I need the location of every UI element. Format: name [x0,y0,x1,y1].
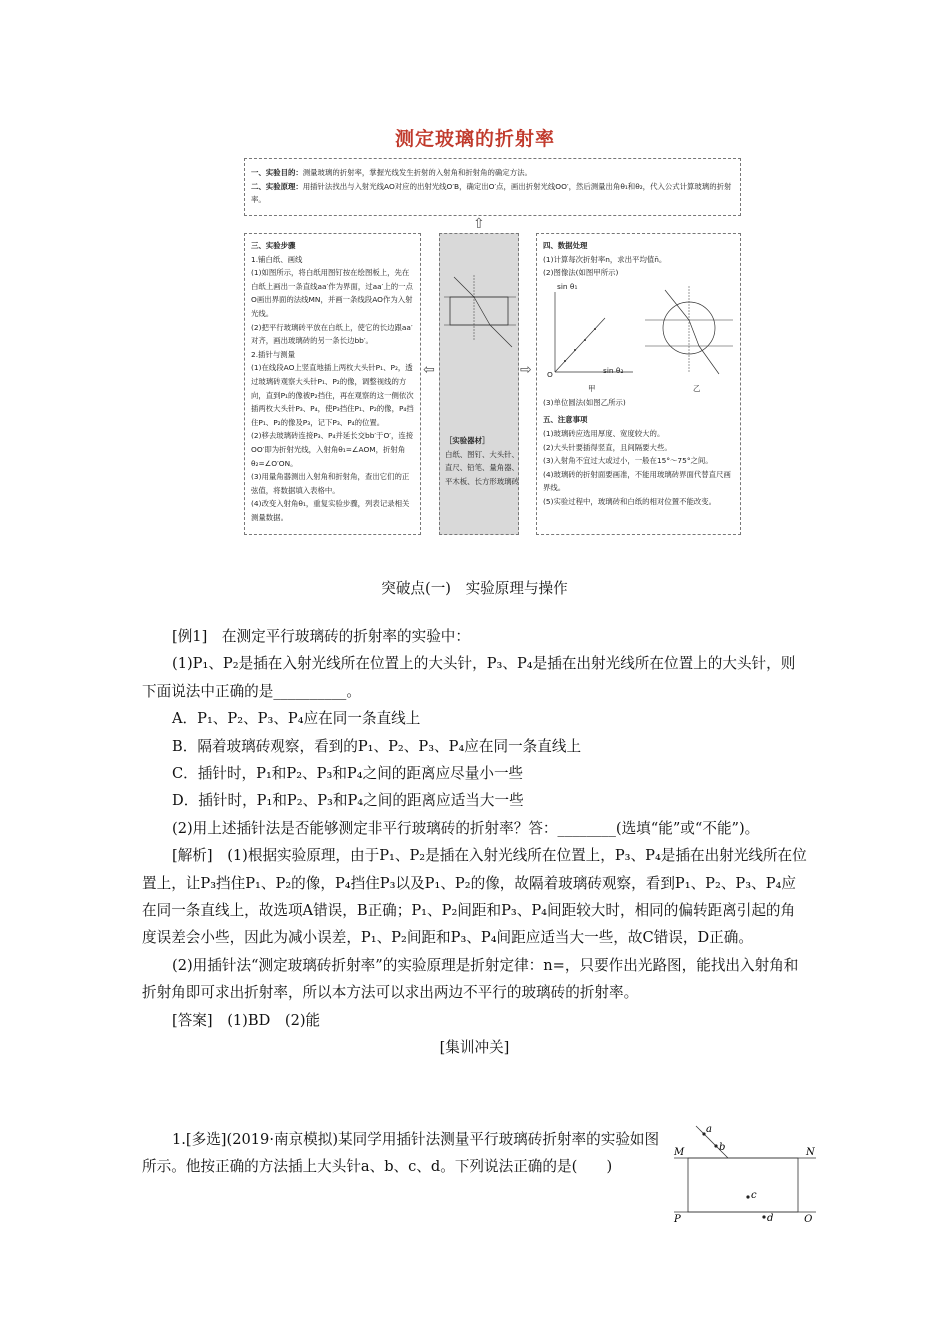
objective-label: 一、实验目的： [251,168,303,177]
page-title: 测定玻璃的折射率 [394,128,555,150]
option-d: D．插针时，P₁和P₂、P₃和P₄之间的距离应适当大一些 [172,792,524,810]
note-2: (2)大头针要插得竖直，且间隔要大些。 [543,442,672,452]
principle-text: 用插针法找出与入射光线AO对应的出射光线O′B，确定出O′点，画出折射光线OO′，然后测量出角θ₁和θ₂，代入公式计算玻璃的折射率。 [251,181,732,205]
label-p: P [674,1214,681,1222]
option-b: B．隔着玻璃砖观察，看到的P₁、P₂、P₃、P₄应在同一条直线上 [172,737,582,755]
note-4: (4)玻璃砖的折射面要画准，不能用玻璃砖界面代替直尺画界线。 [543,469,731,493]
axis-y-label: sin θ₁ [557,281,578,291]
step-2c: (3)用量角器测出入射角和折射角，查出它们的正弦值，将数据填入表格中。 [251,472,410,495]
example-intro: 在测定平行玻璃砖的折射率的实验中： [221,628,470,645]
note-3: (3)入射角不宜过大或过小，一般在15°～75°之间。 [543,456,713,466]
unit-circle-diagram [643,280,735,380]
label-q: Q [804,1214,813,1222]
right-arrow-icon: ⇨ [520,362,532,378]
answer-label: [答案] [172,1011,213,1029]
practice-question-1 [142,1126,660,1181]
note-1: (1)玻璃砖应选用厚度、宽度较大的。 [543,428,665,438]
objective-text: 测量玻璃的折射率，掌握光线发生折射的入射角和折射角的确定方法。 [302,168,532,177]
step-2: 2.插针与测量 [251,349,296,359]
data-3: (3)单位圆法(如图乙所示) [543,397,626,407]
question-1: (1)P₁、P₂是插在入射光线所在位置上的大头针，P₃、P₄是插在出射光线所在位置上的大头针，则下面说法中正确的是 [142,655,796,700]
equipment-box [442,430,522,492]
label-b: b [719,1142,726,1153]
label-d: d [767,1213,774,1222]
step-2a: (1)在线段AO上竖直地插上两枚大头针P₁、P₂，透过玻璃砖观察大头针P₁、P₂的像，调整视线的方向，直到P₁的像被P₂挡住，再在观察的这一侧依次插两枚大头针P₃、P₄，使P₃挡住P₁、P₂的像，P₄挡住P₁、P₂的像及P₃，记下P₃、P₄的位置。 [251,363,414,427]
steps-heading: 三、实验步骤 [251,241,296,250]
data-1: (1)计算每次折射率n，求出平均值n̄。 [543,254,667,264]
diagram-column [439,233,519,535]
step-1a: (1)如图所示，将白纸用图钉按在绘图板上，先在白纸上画出一条直线aa′作为界面，过aa′上的一点O画出界面的法线MN，并画一条线段AO作为入射光线。 [251,268,413,318]
practice-diagram [668,1122,828,1222]
glass-brick-diagram [440,269,518,389]
label-n: N [806,1147,815,1158]
left-arrow-icon: ⇦ [423,362,435,378]
data-figures [543,280,734,396]
equipment-heading: ［实验器材］ [445,436,490,445]
example-label: [例1] [172,628,208,645]
step-1b: (2)把平行玻璃砖平放在白纸上，使它的长边跟aa′对齐，画出玻璃砖的另一条长边bb′。 [251,322,413,346]
up-arrow-icon: ⇧ [473,216,485,232]
step-1: 1.铺白纸、画线 [251,254,303,264]
origin-label: O [547,369,553,379]
analysis-label: [解析] [172,847,213,865]
step-2b: (2)移去玻璃砖连接P₃、P₄并延长交bb′于O′，连接OO′即为折射光线，入射角θ₁=∠AOM，折射角θ₂=∠O′ON。 [251,431,414,468]
note-5: (5)实验过程中，玻璃砖和白纸的相对位置不能改变。 [543,496,717,506]
analysis-1: (1)根据实验原理，由于P₁、P₂是插在入射光线所在位置上，P₃、P₄是插在出射光线所在位置上，让P₃挡住P₁、P₂的像，P₄挡住P₃以及P₁、P₂的像，故隔着玻璃砖观察，看到P₁、P₂、P₃、P₄应在同一条直线上，故选项A错误，B正确；P₁、P₂间距和P₃、P₄间距较大时，相同的偏转距离引起的角度误差会小些，因此为减小误差，P₁、P₂间距和P₃、P₄间距应适当大一些，故C错误，D正确。 [142,847,807,947]
question-1-end: 。 [346,682,361,700]
practice-title: [集训冲关] [439,1039,510,1057]
objective-box [244,158,741,216]
answer-blank-1: __________ [273,682,347,700]
fig-yi-label: 乙 [693,383,701,393]
equipment-text: 白纸、图钉、大头针、直尺、铅笔、量角器、平木板、长方形玻璃砖 [445,449,519,486]
label-a: a [706,1124,712,1135]
analysis-2: (2)用插针法“测定玻璃砖折射率”的实验原理是折射定律：n=，只要作出光路图，能找出入射角和折射角即可求出折射率，所以本方法可以求出两边不平行的玻璃砖的折射率。 [142,956,799,1002]
section-title: 突破点(一) 实验原理与操作 [381,580,568,597]
sin-graph [543,284,638,384]
steps-box [244,233,421,535]
option-c: C．插针时，P₁和P₂、P₃和P₄之间的距离应尽量小一些 [172,765,524,783]
notes-heading: 五、注意事项 [543,415,588,425]
label-c: c [751,1190,757,1201]
step-2d: (4)改变入射角θ₁，重复实验步骤，列表记录相关测量数据。 [251,499,410,522]
data-heading: 四、数据处理 [543,241,588,250]
data-2: (2)图像法(如图甲所示) [543,268,619,278]
fig-jia-label: 甲 [588,383,596,393]
principle-label: 二、实验原理： [251,181,303,191]
question-2: (2)用上述插针法是否能够测定非平行玻璃砖的折射率？答：________(选填“能”或“不能”)。 [172,819,760,837]
practice-question-1-text: 1.[多选](2019·南京模拟)某同学用插针法测量平行玻璃砖折射率的实验如图所示。他按正确的方法插上大头针a、b、c、d。下列说法正确的是( ) [142,1131,660,1176]
answer-text: (1)BD (2)能 [227,1011,321,1029]
label-m: M [674,1147,685,1158]
example-block [142,623,807,1062]
option-a: A．P₁、P₂、P₃、P₄应在同一条直线上 [172,710,421,728]
axis-x-label: sin θ₂ [603,365,624,375]
data-box [536,233,741,535]
